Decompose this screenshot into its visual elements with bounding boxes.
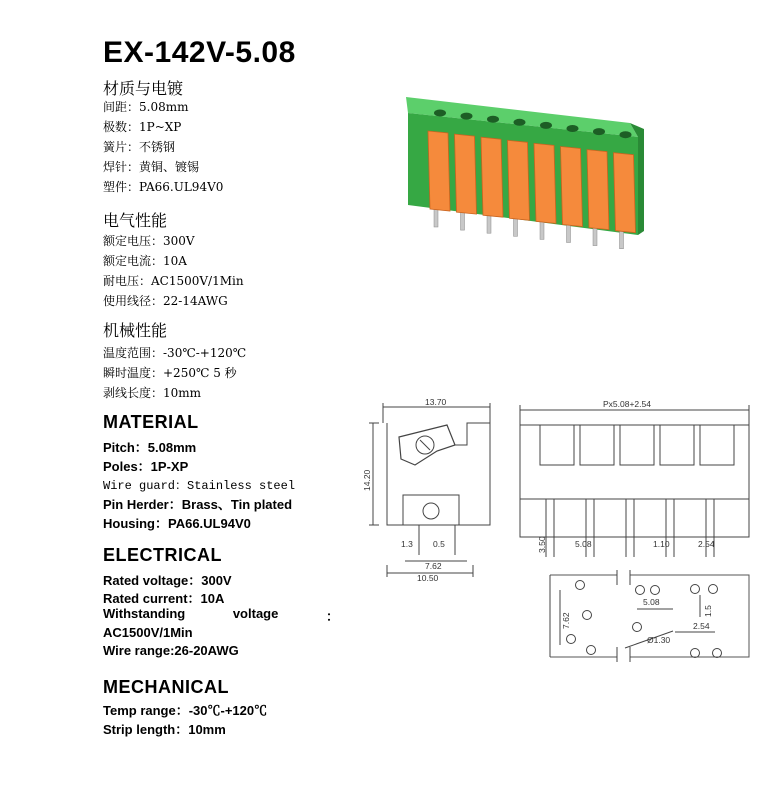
pcb-layout-view — [550, 570, 749, 662]
pcb-hole — [583, 611, 592, 620]
pcb-hole — [633, 623, 642, 632]
dim-10-50: 10.50 — [417, 573, 439, 583]
front-cell — [580, 425, 614, 465]
orange-lever — [508, 140, 530, 220]
dim-0-5: 0.5 — [433, 539, 445, 549]
wire-hole — [620, 131, 632, 138]
en-material-heading: MATERIAL — [103, 412, 199, 432]
pcb-hole — [713, 649, 722, 658]
orange-lever — [455, 134, 477, 214]
pcb-hole — [576, 581, 585, 590]
pcb-hole — [651, 586, 660, 595]
orange-lever — [614, 153, 636, 233]
dim-side-height: 14.20 — [362, 469, 372, 491]
dim-pcb-pitch: 5.08 — [643, 597, 660, 607]
pcb-hole — [691, 649, 700, 658]
dim-pcb-edge: 2.54 — [693, 621, 710, 631]
orange-lever — [534, 143, 556, 223]
product-photo — [398, 85, 648, 250]
cn-material-line: 间距：5.08mm — [103, 100, 189, 114]
dim-front-edge: 2.54 — [698, 539, 715, 549]
dim-front-pitch: 5.08 — [575, 539, 592, 549]
temp-range-text: Temp range：-30℃-+120℃ — [103, 703, 268, 718]
rated-current-text: Rated current：10A — [103, 591, 225, 606]
cn-material-line: 簧片：不锈钢 — [103, 140, 176, 154]
front-cell — [540, 425, 574, 465]
withstanding-value: AC1500V/1Min — [103, 625, 193, 640]
cn-mechanical-heading: 机械性能 — [103, 321, 168, 340]
wire-hole — [567, 125, 579, 132]
strip-length-text: Strip length：10mm — [103, 722, 226, 737]
front-cell — [700, 425, 734, 465]
dim-front-pin-length: 3.50 — [537, 536, 547, 553]
dim-front-width: Px5.08+2.54 — [603, 399, 651, 409]
dim-front-pin: 1.10 — [653, 539, 670, 549]
pitch-text: Pitch：5.08mm — [103, 440, 197, 455]
withstanding-row — [103, 606, 339, 625]
cn-mechanical-line: 温度范围：-30℃-+120℃ — [103, 346, 247, 360]
withstanding-word: Withstanding — [103, 606, 186, 621]
wire-hole — [434, 110, 446, 117]
en-electrical-heading: ELECTRICAL — [103, 545, 222, 565]
voltage-word: voltage — [232, 606, 279, 621]
dim-7-62: 7.62 — [425, 561, 442, 571]
pcb-hole — [709, 585, 718, 594]
rated-voltage-text: Rated voltage：300V — [103, 573, 232, 588]
dim-pcb-row: 7.62 — [561, 612, 571, 629]
wire-hole — [514, 119, 526, 126]
cn-material-heading: 材质与电镀 — [103, 79, 184, 98]
wire-range-text: Wire range:26-20AWG — [103, 643, 239, 658]
front-cell — [660, 425, 694, 465]
cn-mechanical-line: 剥线长度：10mm — [103, 386, 202, 400]
cn-electrical-line: 耐电压：AC1500V/1Min — [103, 274, 244, 288]
cn-material-line: 极数：1P~XP — [103, 120, 182, 134]
poles-text: Poles：1P-XP — [103, 459, 189, 474]
front-cell — [620, 425, 654, 465]
technical-drawing — [355, 395, 765, 670]
side-view — [369, 403, 490, 577]
pcb-hole — [691, 585, 700, 594]
cn-electrical-line: 额定电流：10A — [103, 254, 187, 268]
dim-pcb-offset: 1.5 — [703, 605, 713, 617]
pcb-hole — [636, 586, 645, 595]
wire-guard-text: Wire guard：Stainless steel — [103, 479, 296, 493]
cn-material-line: 塑件：PA66.UL94V0 — [103, 180, 224, 194]
orange-lever — [481, 137, 503, 217]
dim-1-3: 1.3 — [401, 539, 413, 549]
dim-pcb-hole: Ø1.30 — [647, 635, 671, 645]
product-title: EX-142V-5.08 — [103, 36, 296, 69]
colon: ： — [325, 609, 339, 624]
pcb-hole — [587, 646, 596, 655]
cn-electrical-heading: 电气性能 — [103, 211, 168, 230]
orange-lever — [428, 131, 450, 211]
orange-lever — [587, 150, 609, 230]
pin-header-text: Pin Herder：Brass、Tin plated — [103, 497, 293, 512]
wire-hole — [487, 116, 499, 123]
cn-electrical-line: 额定电压：300V — [103, 234, 195, 248]
orange-lever — [561, 147, 583, 227]
cn-material-line: 焊针：黄铜、镀锡 — [103, 160, 200, 174]
cn-mechanical-line: 瞬时温度：+250℃ 5 秒 — [103, 366, 237, 380]
wire-hole — [540, 122, 552, 129]
dim-side-width: 13.70 — [425, 397, 447, 407]
pcb-hole — [567, 635, 576, 644]
wire-hole — [593, 128, 605, 135]
cn-electrical-line: 使用线径：22-14AWG — [103, 294, 228, 308]
housing-text: Housing：PA66.UL94V0 — [103, 516, 251, 531]
wire-hole — [461, 113, 473, 120]
en-mechanical-heading: MECHANICAL — [103, 677, 229, 697]
